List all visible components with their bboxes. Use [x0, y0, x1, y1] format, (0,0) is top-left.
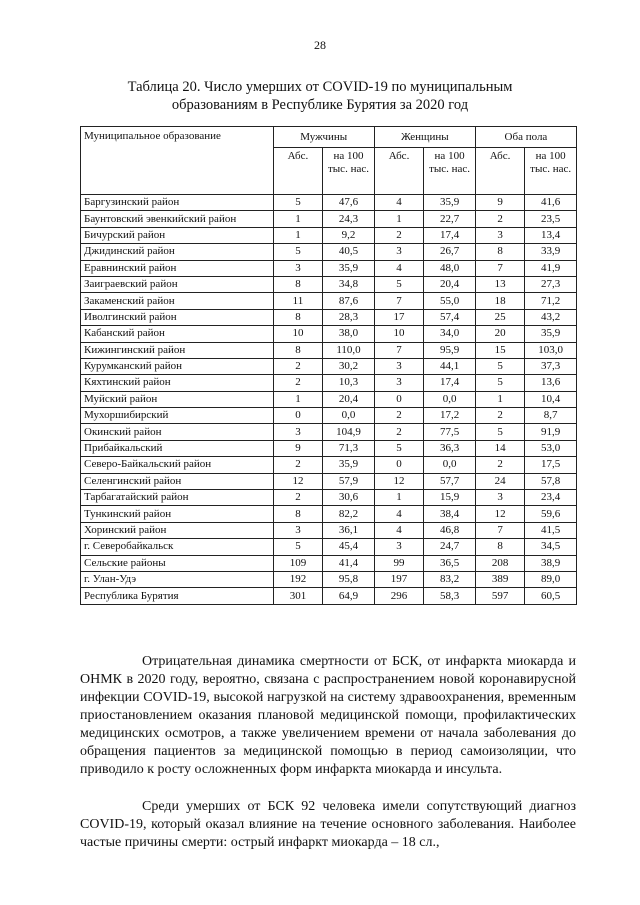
row-value: 77,5	[424, 424, 476, 440]
header-municipality: Муниципальное образование	[81, 127, 274, 195]
row-municipality: Бичурский район	[81, 227, 274, 243]
row-value: 3	[374, 375, 423, 391]
row-value: 5	[374, 440, 423, 456]
row-value: 3	[475, 227, 524, 243]
table-row	[81, 522, 577, 538]
row-value: 103,0	[525, 342, 577, 358]
row-value: 58,3	[424, 588, 476, 604]
row-value: 0	[273, 408, 322, 424]
row-municipality: Курумканский район	[81, 358, 274, 374]
row-value: 104,9	[323, 424, 375, 440]
row-value: 46,8	[424, 522, 476, 538]
table-row	[81, 195, 577, 211]
row-value: 3	[475, 490, 524, 506]
row-value: 13	[475, 276, 524, 292]
table-row	[81, 424, 577, 440]
row-value: 17,4	[424, 227, 476, 243]
table-row	[81, 260, 577, 276]
row-value: 38,0	[323, 326, 375, 342]
table-row	[81, 375, 577, 391]
row-value: 34,5	[525, 539, 577, 555]
row-municipality: Кяхтинский район	[81, 375, 274, 391]
row-municipality: Заиграевский район	[81, 276, 274, 292]
row-value: 26,7	[424, 244, 476, 260]
row-value: 3	[273, 424, 322, 440]
table-row	[81, 211, 577, 227]
row-value: 40,5	[323, 244, 375, 260]
paragraph-1: Отрицательная динамика смертности от БСК, от инфаркта миокарда и ОНМК в 2020 году, вероятно, связана с распространением новой коронавирусной инфекции COVID-19, высокой нагрузкой на систему здравоохранения, временным приостановлением оказания плановой медицинской помощи, профилактических медицинских осмотров, а также увеличением времени от начала заболевания до обращения пациентов за медицинской помощью в период самоизоляции, что приводило к росту осложненных форм инфаркта миокарда и инсульта.	[80, 654, 576, 777]
row-value: 3	[273, 522, 322, 538]
table-row	[81, 555, 577, 571]
row-value: 4	[374, 522, 423, 538]
row-value: 22,7	[424, 211, 476, 227]
row-value: 12	[273, 473, 322, 489]
table-row	[81, 408, 577, 424]
row-value: 389	[475, 571, 524, 587]
table-row	[81, 276, 577, 292]
row-value: 20,4	[424, 276, 476, 292]
row-municipality: Прибайкальский	[81, 440, 274, 456]
row-value: 38,9	[525, 555, 577, 571]
row-municipality: Северо-Байкальский район	[81, 457, 274, 473]
row-value: 23,5	[525, 211, 577, 227]
row-value: 41,4	[323, 555, 375, 571]
row-municipality: Сельские районы	[81, 555, 274, 571]
row-value: 0,0	[424, 457, 476, 473]
row-value: 45,4	[323, 539, 375, 555]
row-value: 34,8	[323, 276, 375, 292]
row-value: 91,9	[525, 424, 577, 440]
row-municipality: Иволгинский район	[81, 309, 274, 325]
header-women: Женщины	[374, 127, 475, 148]
header-women-abs: Абс.	[374, 148, 423, 195]
row-value: 35,9	[424, 195, 476, 211]
table-row	[81, 473, 577, 489]
row-value: 13,6	[525, 375, 577, 391]
row-value: 89,0	[525, 571, 577, 587]
row-value: 15,9	[424, 490, 476, 506]
row-value: 597	[475, 588, 524, 604]
row-value: 9	[273, 440, 322, 456]
row-value: 57,4	[424, 309, 476, 325]
row-value: 3	[374, 244, 423, 260]
row-value: 36,5	[424, 555, 476, 571]
row-value: 1	[273, 211, 322, 227]
row-value: 17,4	[424, 375, 476, 391]
row-value: 23,4	[525, 490, 577, 506]
row-value: 8	[475, 244, 524, 260]
header-men-abs: Абс.	[273, 148, 322, 195]
row-value: 24,7	[424, 539, 476, 555]
paragraph-2: Среди умерших от БСК 92 человека имели сопутствующий диагноз COVID-19, который оказал влияние на течение основного заболевания. Наиболее частые причины смерти: острый инфаркт миокарда – 18 сл.,	[80, 799, 576, 850]
row-value: 9,2	[323, 227, 375, 243]
row-value: 41,6	[525, 195, 577, 211]
header-both: Оба пола	[475, 127, 576, 148]
row-value: 197	[374, 571, 423, 587]
table-caption	[0, 78, 640, 114]
table-row	[81, 342, 577, 358]
row-value: 71,2	[525, 293, 577, 309]
header-both-abs: Абс.	[475, 148, 524, 195]
row-municipality: Закаменский район	[81, 293, 274, 309]
row-value: 55,0	[424, 293, 476, 309]
row-value: 5	[273, 244, 322, 260]
row-value: 71,3	[323, 440, 375, 456]
row-value: 20	[475, 326, 524, 342]
covid-deaths-table	[80, 126, 577, 605]
row-value: 9	[475, 195, 524, 211]
row-municipality: г. Северобайкальск	[81, 539, 274, 555]
row-municipality: Муйский район	[81, 391, 274, 407]
row-value: 10,4	[525, 391, 577, 407]
table-row	[81, 490, 577, 506]
row-value: 27,3	[525, 276, 577, 292]
row-value: 60,5	[525, 588, 577, 604]
header-both-rate: на 100 тыс. нас.	[525, 148, 577, 195]
row-value: 57,8	[525, 473, 577, 489]
row-value: 99	[374, 555, 423, 571]
row-value: 110,0	[323, 342, 375, 358]
row-value: 5	[475, 358, 524, 374]
row-value: 28,3	[323, 309, 375, 325]
row-value: 0	[374, 457, 423, 473]
row-value: 33,9	[525, 244, 577, 260]
row-value: 296	[374, 588, 423, 604]
row-value: 1	[475, 391, 524, 407]
row-value: 5	[374, 276, 423, 292]
row-value: 7	[374, 342, 423, 358]
row-value: 7	[475, 522, 524, 538]
row-value: 30,6	[323, 490, 375, 506]
row-value: 5	[273, 195, 322, 211]
row-value: 38,4	[424, 506, 476, 522]
row-value: 48,0	[424, 260, 476, 276]
table-row	[81, 391, 577, 407]
table-row	[81, 293, 577, 309]
row-municipality: Баргузинский район	[81, 195, 274, 211]
table-row	[81, 227, 577, 243]
row-value: 2	[475, 408, 524, 424]
page-number: 28	[314, 38, 326, 52]
caption-line-1: Таблица 20. Число умерших от COVID-19 по муниципальным	[127, 79, 513, 95]
table-row	[81, 358, 577, 374]
header-women-rate: на 100 тыс. нас.	[424, 148, 476, 195]
row-value: 1	[273, 391, 322, 407]
table-row	[81, 440, 577, 456]
row-value: 4	[374, 260, 423, 276]
row-value: 109	[273, 555, 322, 571]
row-value: 18	[475, 293, 524, 309]
row-municipality: Мухоршибирский	[81, 408, 274, 424]
row-value: 5	[273, 539, 322, 555]
row-value: 2	[475, 211, 524, 227]
row-value: 13,4	[525, 227, 577, 243]
row-municipality: Хоринский район	[81, 522, 274, 538]
row-value: 14	[475, 440, 524, 456]
row-value: 4	[374, 195, 423, 211]
row-value: 87,6	[323, 293, 375, 309]
row-value: 2	[273, 457, 322, 473]
row-value: 95,9	[424, 342, 476, 358]
row-value: 82,2	[323, 506, 375, 522]
row-value: 1	[374, 211, 423, 227]
row-value: 208	[475, 555, 524, 571]
row-value: 2	[273, 358, 322, 374]
row-value: 12	[374, 473, 423, 489]
row-value: 57,9	[323, 473, 375, 489]
row-value: 43,2	[525, 309, 577, 325]
row-value: 37,3	[525, 358, 577, 374]
row-value: 83,2	[424, 571, 476, 587]
row-value: 57,7	[424, 473, 476, 489]
row-municipality: Окинский район	[81, 424, 274, 440]
row-value: 44,1	[424, 358, 476, 374]
row-value: 41,5	[525, 522, 577, 538]
row-municipality: Джидинский район	[81, 244, 274, 260]
row-value: 2	[374, 424, 423, 440]
row-value: 35,9	[323, 260, 375, 276]
row-value: 301	[273, 588, 322, 604]
row-municipality: Республика Бурятия	[81, 588, 274, 604]
row-municipality: Кижингинский район	[81, 342, 274, 358]
row-value: 4	[374, 506, 423, 522]
row-value: 36,3	[424, 440, 476, 456]
row-value: 10	[374, 326, 423, 342]
row-value: 2	[273, 375, 322, 391]
row-value: 5	[475, 424, 524, 440]
table-body	[81, 195, 577, 605]
table-row	[81, 309, 577, 325]
row-value: 0,0	[424, 391, 476, 407]
row-value: 36,1	[323, 522, 375, 538]
row-value: 47,6	[323, 195, 375, 211]
row-value: 17,2	[424, 408, 476, 424]
row-value: 7	[475, 260, 524, 276]
row-value: 3	[374, 358, 423, 374]
row-value: 2	[374, 227, 423, 243]
row-municipality: Тункинский район	[81, 506, 274, 522]
table-row	[81, 457, 577, 473]
row-value: 24	[475, 473, 524, 489]
row-value: 17	[374, 309, 423, 325]
row-municipality: Тарбагатайский район	[81, 490, 274, 506]
header-men-rate: на 100 тыс. нас.	[323, 148, 375, 195]
row-municipality: Еравнинский район	[81, 260, 274, 276]
header-men: Мужчины	[273, 127, 374, 148]
row-value: 53,0	[525, 440, 577, 456]
row-value: 20,4	[323, 391, 375, 407]
row-value: 15	[475, 342, 524, 358]
row-value: 8,7	[525, 408, 577, 424]
table-row	[81, 588, 577, 604]
row-value: 35,9	[525, 326, 577, 342]
row-municipality: г. Улан-Удэ	[81, 571, 274, 587]
row-value: 1	[374, 490, 423, 506]
row-value: 64,9	[323, 588, 375, 604]
row-value: 12	[475, 506, 524, 522]
table-row	[81, 539, 577, 555]
row-municipality: Баунтовский эвенкийский район	[81, 211, 274, 227]
row-value: 41,9	[525, 260, 577, 276]
row-value: 2	[273, 490, 322, 506]
row-value: 0	[374, 391, 423, 407]
row-municipality: Кабанский район	[81, 326, 274, 342]
row-value: 5	[475, 375, 524, 391]
row-value: 35,9	[323, 457, 375, 473]
row-value: 192	[273, 571, 322, 587]
row-value: 10,3	[323, 375, 375, 391]
row-value: 2	[475, 457, 524, 473]
table-row	[81, 571, 577, 587]
row-value: 8	[273, 309, 322, 325]
row-value: 30,2	[323, 358, 375, 374]
row-value: 10	[273, 326, 322, 342]
row-value: 2	[374, 408, 423, 424]
row-value: 3	[273, 260, 322, 276]
table-row	[81, 244, 577, 260]
row-value: 8	[273, 342, 322, 358]
table-row	[81, 506, 577, 522]
row-value: 11	[273, 293, 322, 309]
row-value: 1	[273, 227, 322, 243]
row-value: 0,0	[323, 408, 375, 424]
row-value: 3	[374, 539, 423, 555]
row-value: 25	[475, 309, 524, 325]
row-value: 34,0	[424, 326, 476, 342]
caption-line-2: образованиям в Республике Бурятия за 2020 год	[171, 97, 469, 113]
row-value: 8	[475, 539, 524, 555]
row-value: 7	[374, 293, 423, 309]
row-value: 8	[273, 276, 322, 292]
row-value: 17,5	[525, 457, 577, 473]
table-row	[81, 326, 577, 342]
row-municipality: Селенгинский район	[81, 473, 274, 489]
row-value: 24,3	[323, 211, 375, 227]
row-value: 95,8	[323, 571, 375, 587]
row-value: 8	[273, 506, 322, 522]
row-value: 59,6	[525, 506, 577, 522]
